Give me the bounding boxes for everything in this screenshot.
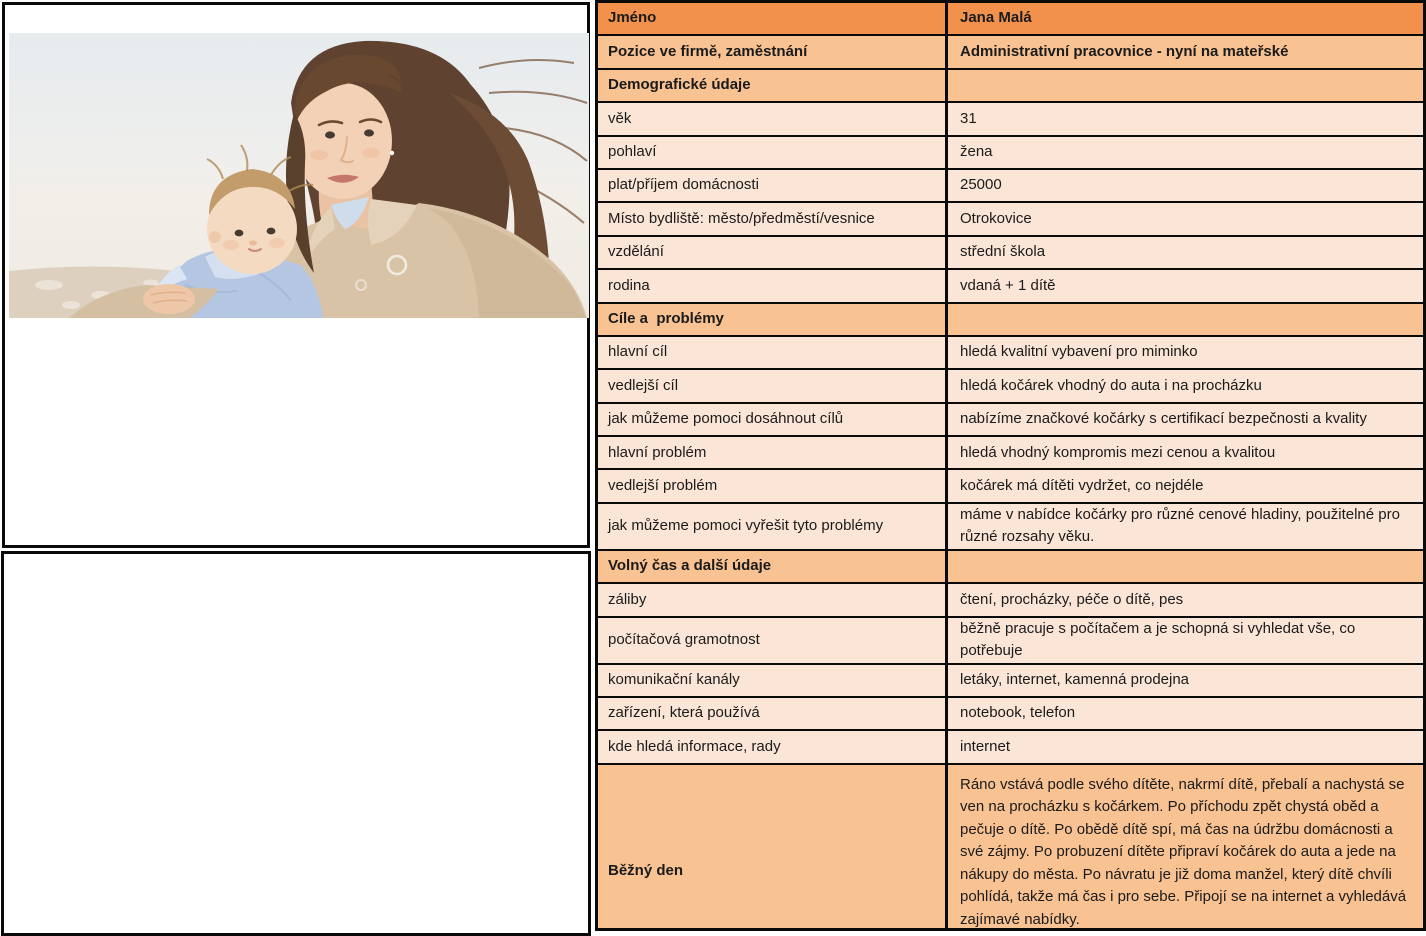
row-label: Jméno — [598, 3, 948, 34]
row-value: kočárek má dítěti vydržet, co nejdéle — [948, 470, 1423, 501]
row-label: vzdělání — [598, 237, 948, 268]
row-value: 31 — [948, 103, 1423, 134]
row-value: letáky, internet, kamenná prodejna — [948, 665, 1423, 696]
table-row — [598, 404, 1423, 437]
table-row — [598, 618, 1423, 665]
persona-table — [595, 0, 1426, 931]
row-value: čtení, procházky, péče o dítě, pes — [948, 584, 1423, 615]
row-label: kde hledá informace, rady — [598, 731, 948, 762]
row-label: jak můžeme pomoci vyřešit tyto problémy — [598, 504, 948, 549]
row-value: hledá kvalitní vybavení pro miminko — [948, 337, 1423, 368]
row-value — [948, 551, 1423, 582]
table-row — [598, 36, 1423, 69]
table-row — [598, 237, 1423, 270]
row-label: Demografické údaje — [598, 70, 948, 101]
row-value: Administrativní pracovnice - nyní na mateřské — [948, 36, 1423, 67]
mother-baby-photo-illustration — [9, 33, 589, 318]
row-label: hlavní cíl — [598, 337, 948, 368]
row-value: internet — [948, 731, 1423, 762]
table-row — [598, 370, 1423, 403]
row-label: hlavní problém — [598, 437, 948, 468]
row-value: hledá kočárek vhodný do auta i na procházku — [948, 370, 1423, 401]
row-value: běžně pracuje s počítačem a je schopná si vyhledat vše, co potřebuje — [948, 618, 1423, 663]
row-label: počítačová gramotnost — [598, 618, 948, 663]
table-row — [598, 304, 1423, 337]
row-label: vedlejší cíl — [598, 370, 948, 401]
row-label: komunikační kanály — [598, 665, 948, 696]
row-value: žena — [948, 137, 1423, 168]
table-row — [598, 203, 1423, 236]
table-row — [598, 765, 1423, 931]
row-label: vedlejší problém — [598, 470, 948, 501]
row-label: jak můžeme pomoci dosáhnout cílů — [598, 404, 948, 435]
table-row — [598, 551, 1423, 584]
table-row — [598, 3, 1423, 36]
row-label: Pozice ve firmě, zaměstnání — [598, 36, 948, 67]
table-row — [598, 504, 1423, 551]
row-label: Místo bydliště: město/předměstí/vesnice — [598, 203, 948, 234]
row-label: Volný čas a další údaje — [598, 551, 948, 582]
row-value: nabízíme značkové kočárky s certifikací bezpečnosti a kvality — [948, 404, 1423, 435]
persona-photo — [9, 33, 589, 318]
row-label: pohlaví — [598, 137, 948, 168]
row-label: věk — [598, 103, 948, 134]
table-row — [598, 731, 1423, 764]
table-row — [598, 470, 1423, 503]
row-value — [948, 304, 1423, 335]
table-row — [598, 137, 1423, 170]
table-row — [598, 437, 1423, 470]
row-value: Jana Malá — [948, 3, 1423, 34]
photo-frame — [2, 2, 590, 548]
row-value: hledá vhodný kompromis mezi cenou a kvalitou — [948, 437, 1423, 468]
row-label: plat/příjem domácnosti — [598, 170, 948, 201]
row-value: Ráno vstává podle svého dítěte, nakrmí dítě, přebalí a nachystá se ven na procházku s kočárkem. Po příchodu zpět chystá oběd a pečuje o dítě. Po obědě dítě spí, má čas na údržbu domácnosti a své zájmy. Po probuzení dítěte připraví kočárek do auta a jede na nákupy do města. Po návratu je již doma manžel, který dítě chvíli pohlídá, takže má čas i pro sebe. Připojí se na internet a vyhledává zajímavé nabídky. — [948, 765, 1423, 931]
row-value: Otrokovice — [948, 203, 1423, 234]
row-label: záliby — [598, 584, 948, 615]
table-row — [598, 70, 1423, 103]
table-row — [598, 584, 1423, 617]
row-value: vdaná + 1 dítě — [948, 270, 1423, 301]
table-row — [598, 337, 1423, 370]
table-row — [598, 170, 1423, 203]
table-row — [598, 103, 1423, 136]
empty-panel — [1, 551, 591, 936]
row-value — [948, 70, 1423, 101]
row-label: Běžný den — [598, 765, 948, 931]
row-value: střední škola — [948, 237, 1423, 268]
row-value: máme v nabídce kočárky pro různé cenové hladiny, použitelné pro různé rozsahy věku. — [948, 504, 1423, 549]
row-label: zařízení, která používá — [598, 698, 948, 729]
row-value: notebook, telefon — [948, 698, 1423, 729]
row-label: rodina — [598, 270, 948, 301]
row-value: 25000 — [948, 170, 1423, 201]
table-row — [598, 270, 1423, 303]
row-label: Cíle a problémy — [598, 304, 948, 335]
table-row — [598, 665, 1423, 698]
table-row — [598, 698, 1423, 731]
